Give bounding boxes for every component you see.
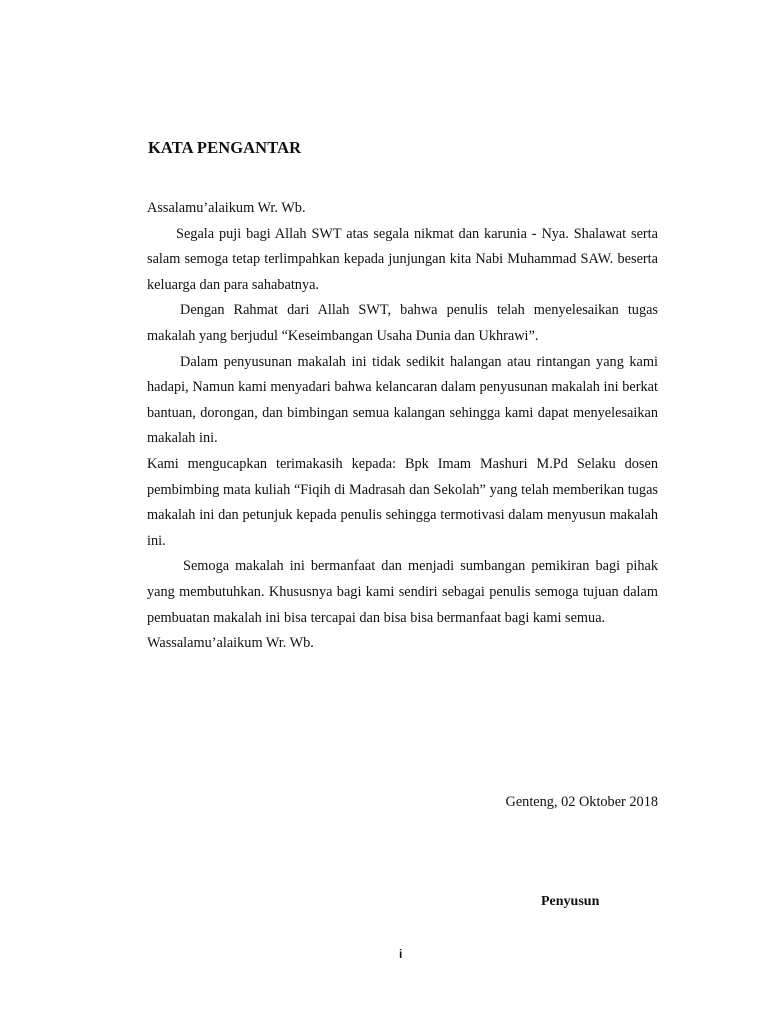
page-title: KATA PENGANTAR [148,138,302,157]
closing-paragraph: Wassalamu’alaikum Wr. Wb. [147,635,314,652]
obstacles-paragraph: Dalam penyusunan makalah ini tidak sedikit halangan atau rintangan yang kami hadapi, Namun kami menyadari bahwa kelancaran dalam penyusunan makalah ini berkat bantuan, dorongan, dan bimbingan semua kalangan sehingga kami dapat menyelesaikan makalah ini. [147,353,658,447]
thanks-paragraph: Kami mengucapkan terimakasih kepada: Bpk Imam Mashuri M.Pd Selaku dosen pembimbing mata kuliah “Fiqih di Madrasah dan Sekolah” yang telah memberikan tugas makalah ini dan petunjuk kepada penulis sehingga termotivasi dalam menyusun makalah ini. [147,455,658,549]
completion-paragraph: Dengan Rahmat dari Allah SWT, bahwa penulis telah menyelesaikan tugas makalah yang berjudul “Keseimbangan Usaha Dunia dan Ukhrawi”. [147,302,658,344]
praise-paragraph: Segala puji bagi Allah SWT atas segala nikmat dan karunia - Nya. Shalawat serta salam semoga tetap terlimpahkan kepada junjungan kita Nabi Muhammad SAW. beserta keluarga dan para sahabatnya. [147,225,658,293]
greeting-paragraph: Assalamu’alaikum Wr. Wb. [147,200,306,216]
hope-paragraph: Semoga makalah ini bermanfaat dan menjadi sumbangan pemikiran bagi pihak yang membutuhkan. Khususnya bagi kami sendiri sebagai penulis semoga tujuan dalam pembuatan makalah ini bisa tercapai dan bisa bisa bermanfaat bagi kami semua. [147,558,658,626]
signer-label: Penyusun [541,894,600,909]
date-line: Genteng, 02 Oktober 2018 [505,794,658,810]
body-text [147,196,658,657]
page-number: i [399,947,403,961]
